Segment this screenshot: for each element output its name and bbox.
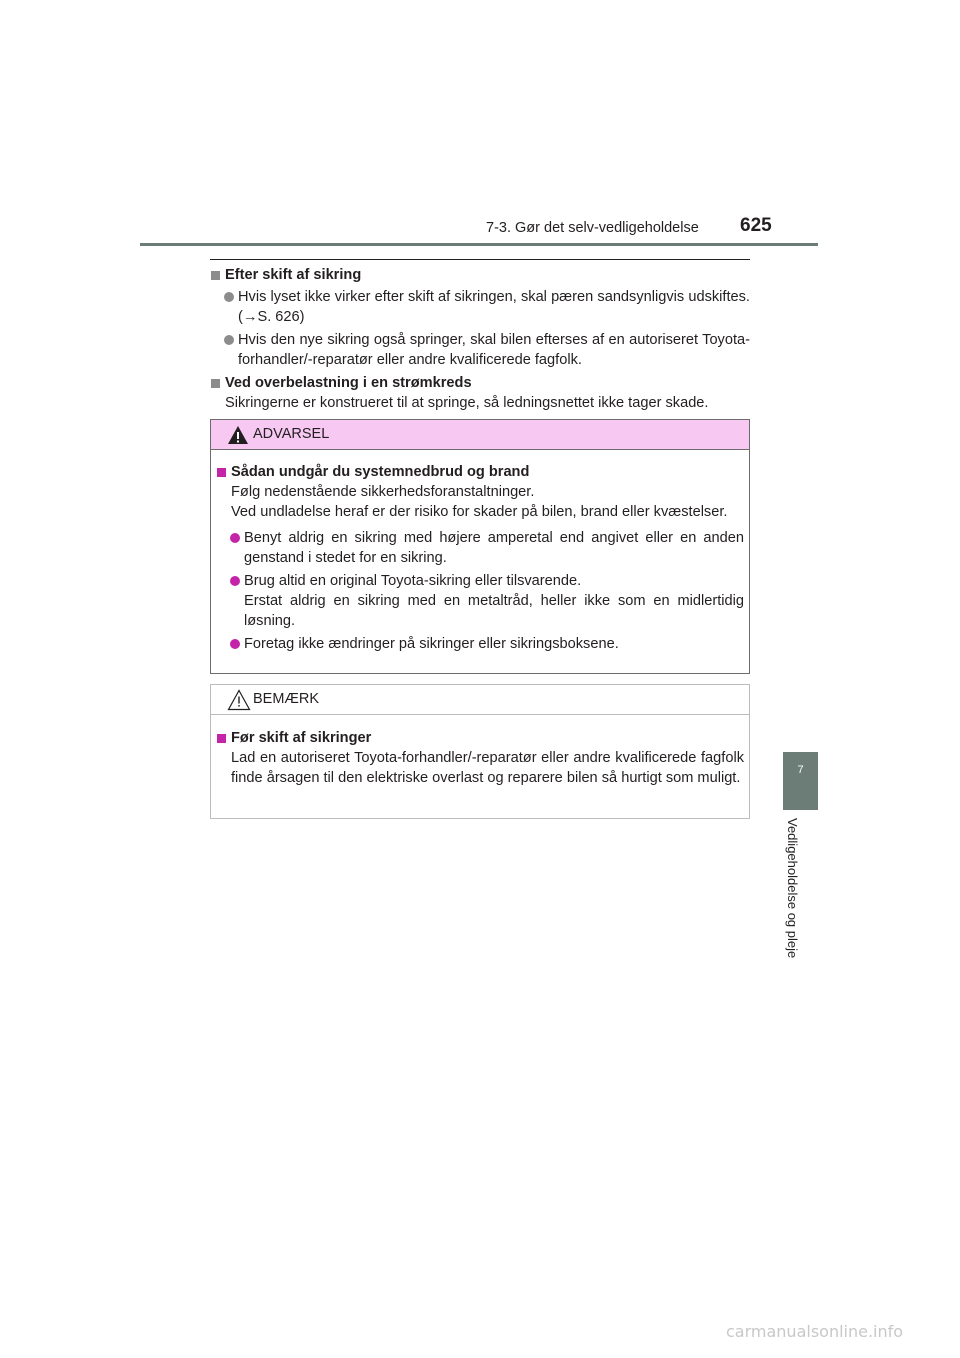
round-bullet-icon [230,639,240,649]
list-item [210,330,750,370]
bullet-text: Foretag ikke ændringer på sikringer eller sikringsboksene. [244,636,619,652]
bullet-text-continuation: Erstat aldrig en sikring med en metaltråd, heller ikke som en midlertidig løsning. [244,593,744,629]
notice-box [210,684,750,819]
section-text: Sikringerne er konstrueret til at springe, så ledningsnettet ikke tager skade. [225,395,709,411]
chapter-tab [783,752,818,810]
square-bullet-icon [211,271,220,280]
warning-label: ADVARSEL [253,426,330,442]
round-bullet-icon [230,533,240,543]
list-item [216,634,744,654]
bullet-text: Brug altid en original Toyota-sikring eller tilsvarende. [244,573,582,589]
section-title: Ved overbelastning i en strømkreds [225,375,472,391]
section-overload [210,373,750,413]
list-item [216,571,744,631]
chapter-number: 7 [797,764,804,776]
round-bullet-icon [224,292,234,302]
header-rule [140,243,818,246]
square-bullet-icon [217,468,226,477]
bullet-text: Benyt aldrig en sikring med højere amperetal end angivet eller en anden genstand i stedet for en sikring. [244,530,744,566]
square-bullet-icon [211,379,220,388]
chapter-label: Vedligeholdelse og pleje [785,818,800,959]
section-after-fuse-change [210,265,750,370]
caution-triangle-icon [227,689,251,711]
bullet-text: Hvis den nye sikring også springer, skal bilen efterses af en autoriseret Toyota-forhandler/-reparatør eller andre kvalificerede fagfolk. [238,332,750,368]
notice-body [211,715,749,788]
section-title: Efter skift af sikring [225,267,362,283]
warning-intro: Følg nedenstående sikkerhedsforanstaltninger. [231,484,535,500]
content [210,265,750,413]
header-section-title: 7-3. Gør det selv-vedligeholdelse [486,220,699,236]
watermark: carmanualsonline.info [726,1322,904,1341]
round-bullet-icon [230,576,240,586]
notice-label: BEMÆRK [253,691,320,707]
list-item [216,528,744,568]
bullet-text: Hvis lyset ikke virker efter skift af sikringen, skal pæren sandsynligvis udskiftes. (→S. 626) [238,289,750,325]
notice-header [211,685,749,715]
page-number: 625 [740,215,772,236]
square-bullet-icon [217,734,226,743]
warning-triangle-icon [227,425,249,445]
warning-body [211,450,749,654]
notice-title: Før skift af sikringer [231,730,372,746]
content-top-rule [210,259,750,260]
notice-text: Lad en autoriseret Toyota-forhandler/-reparatør eller andre kvalificerede fagfolk finde årsagen til den elektriske overlast og reparere bilen så hurtigt som muligt. [231,750,744,786]
warning-header [211,420,749,450]
warning-box [210,419,750,674]
list-item [210,287,750,327]
warning-title: Sådan undgår du systemnedbrud og brand [231,464,530,480]
warning-intro-2: Ved undladelse heraf er der risiko for skader på bilen, brand eller kvæstelser. [231,504,728,520]
round-bullet-icon [224,335,234,345]
